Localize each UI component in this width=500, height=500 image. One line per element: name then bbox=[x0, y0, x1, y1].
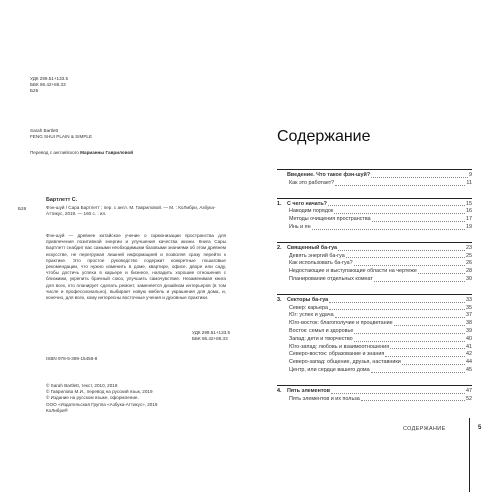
toc-item-page: 26 bbox=[466, 260, 472, 267]
udk-block bbox=[30, 76, 68, 95]
toc-item[interactable] bbox=[277, 367, 472, 375]
toc-item-page: 44 bbox=[466, 359, 472, 366]
toc-item-label: Юг: успех и удача bbox=[289, 312, 334, 319]
isbn: ISBN 978-5-389-15456-8 bbox=[46, 356, 98, 361]
section-number: 1. bbox=[277, 200, 282, 207]
toc-item-label: Недостающие и выступающие области на чертеже bbox=[289, 268, 417, 275]
translator-prefix: Перевод с английского bbox=[30, 150, 81, 155]
page-number: 5 bbox=[478, 425, 482, 431]
toc-item-label: Методы очищения пространства bbox=[289, 216, 371, 223]
toc-item-page: 9 bbox=[469, 172, 472, 178]
toc-item[interactable] bbox=[277, 208, 472, 216]
toc-item-label: Наводим порядок bbox=[289, 208, 334, 215]
udk-line-bottom: УДК 299.51+133.5 bbox=[192, 330, 231, 335]
udk-line: УДК 299.51+133.5 bbox=[30, 76, 69, 81]
toc-item-page: 45 bbox=[466, 366, 472, 373]
toc-item-page: 39 bbox=[466, 327, 472, 334]
toc-section-1 bbox=[277, 195, 472, 232]
author-mark-side: Б26 bbox=[18, 206, 27, 211]
toc-item-label: Пять элементов bbox=[287, 387, 331, 394]
toc-item-label: Юго-восток: благополучие и процветание bbox=[289, 320, 393, 327]
toc-item[interactable] bbox=[277, 344, 472, 352]
toc-item-page: 41 bbox=[466, 343, 472, 350]
copyright-line: ООО «Издательская Группа «Азбука-Аттикус», 2019 bbox=[46, 401, 158, 407]
toc-item[interactable] bbox=[277, 328, 472, 336]
toc-item-label: Введение. Что такое фэн-шуй? bbox=[287, 172, 371, 178]
toc-item-label: Планирование отдельных комнат bbox=[289, 275, 373, 282]
toc-section-4 bbox=[277, 382, 472, 404]
section-divider bbox=[277, 294, 472, 295]
original-title-block bbox=[30, 128, 92, 140]
toc-item-page: 23 bbox=[466, 244, 472, 251]
copyright-block bbox=[46, 383, 236, 414]
copyright-line: КоЛибри® bbox=[46, 407, 68, 413]
section-number: 3. bbox=[277, 296, 282, 303]
toc-item[interactable] bbox=[277, 268, 472, 276]
original-title: FENG SHUI PLAIN & SIMPLE bbox=[30, 134, 93, 140]
toc-item-page: 37 bbox=[466, 312, 472, 319]
toc-section-intro bbox=[277, 166, 472, 188]
toc-section-2 bbox=[277, 239, 472, 284]
annotation-text: Фэн-шуй — древнее китайское учение о гармонизации пространства для привлечения позитивной энергии и улучшения качества жизни. Книга Сары Бартлетт снабдит вас самыми необходимыми базовыми знаниями об этом древнем искусстве, не перегружая лишней информацией и позволяя сразу перейти к практике. Это простое руководство содержит конкретные пошаговые рекомендации, что нужно изменить в доме, квартире, офисе, дворе или саду, чтобы достичь успеха в карьере и бизнесе, наладить хорошие отношения с близкими, укрепить брачный союз, улучшить самочувствие. Незаменимая книга для всех, кто планирует сделать ремонт, заменяется дизайном интерьеров (в том числе и профессионально), выбирает новую мебель и украшения для дома, и, конечно, для всех, кому интересны восточные учения и духовные практики. bbox=[46, 233, 226, 301]
toc-item[interactable] bbox=[277, 297, 472, 305]
toc-item-label: Пять элементов и их польза bbox=[289, 395, 360, 402]
toc-item-page: 42 bbox=[466, 351, 472, 358]
table-of-contents bbox=[277, 166, 472, 403]
page-title: Содержание bbox=[277, 128, 371, 145]
toc-item[interactable] bbox=[277, 260, 472, 268]
toc-item-label: Юго-запад: любовь и взаимоотношения bbox=[289, 343, 390, 350]
toc-item-page: 30 bbox=[466, 275, 472, 282]
toc-item-label: Север: карьера bbox=[289, 304, 328, 311]
author-mark: Б26 bbox=[30, 88, 39, 94]
bibliographic-record bbox=[46, 197, 226, 218]
toc-item[interactable] bbox=[277, 172, 472, 180]
bbk-line: ББК 86.42+86.33 bbox=[30, 82, 66, 88]
toc-item-page: 33 bbox=[466, 296, 472, 303]
toc-item-page: 35 bbox=[466, 304, 472, 311]
toc-item-label: С чего начать? bbox=[287, 200, 327, 207]
toc-item-label: Восток: семья и здоровье bbox=[289, 327, 354, 334]
toc-item[interactable] bbox=[277, 336, 472, 344]
toc-item[interactable] bbox=[277, 224, 472, 232]
bbk-line-bottom: ББК 86.42+86.33 bbox=[192, 336, 228, 342]
section-number: 4. bbox=[277, 387, 282, 394]
toc-item-page: 19 bbox=[466, 223, 472, 230]
original-author: Sarah Bartlett bbox=[30, 128, 59, 133]
toc-item[interactable] bbox=[277, 201, 472, 209]
udk-block-bottom bbox=[192, 330, 230, 342]
toc-item-page: 15 bbox=[466, 200, 472, 207]
toc-item-label: Как это работает? bbox=[289, 179, 335, 186]
toc-item[interactable] bbox=[277, 388, 472, 396]
toc-item[interactable] bbox=[277, 216, 472, 224]
section-divider bbox=[277, 198, 472, 199]
toc-item-page: 11 bbox=[466, 179, 472, 186]
translator-line bbox=[30, 150, 133, 156]
toc-item[interactable] bbox=[277, 312, 472, 320]
toc-item-page: 52 bbox=[466, 395, 472, 402]
section-number: 2. bbox=[277, 244, 282, 251]
toc-item[interactable] bbox=[277, 305, 472, 313]
toc-item-label: Священный ба-гуа bbox=[287, 244, 338, 251]
toc-item-label: Девять энергий ба-гуа bbox=[289, 252, 345, 259]
toc-item-page: 40 bbox=[466, 335, 472, 342]
section-divider bbox=[277, 169, 472, 170]
toc-item-page: 47 bbox=[466, 387, 472, 394]
toc-item[interactable] bbox=[277, 351, 472, 359]
right-page bbox=[250, 0, 500, 500]
toc-item-label: Северо-восток: образование и знания bbox=[289, 351, 385, 358]
toc-item-page: 38 bbox=[466, 320, 472, 327]
copyright-line: © Издание на русском языке, оформление. bbox=[46, 395, 139, 401]
toc-item[interactable] bbox=[277, 180, 472, 188]
footer-divider bbox=[469, 418, 470, 492]
toc-item-page: 28 bbox=[466, 268, 472, 275]
toc-item-page: 16 bbox=[466, 208, 472, 215]
toc-item[interactable] bbox=[277, 320, 472, 328]
toc-item-page: 25 bbox=[466, 252, 472, 259]
toc-item-label: Северо-запад: общение, друзья, наставники bbox=[289, 359, 401, 366]
toc-item[interactable] bbox=[277, 245, 472, 253]
toc-item[interactable] bbox=[277, 396, 472, 404]
section-divider bbox=[277, 242, 472, 243]
toc-item[interactable] bbox=[277, 276, 472, 284]
toc-item-label: Инь и ян bbox=[289, 223, 311, 230]
toc-item[interactable] bbox=[277, 359, 472, 367]
toc-item[interactable] bbox=[277, 253, 472, 261]
running-footer: СОДЕРЖАНИЕ bbox=[403, 426, 446, 432]
biblio-text: Фэн-шуй / Сара Бартлетт ; пер. с англ. М. Гавриловой. — М. : КоЛибри, Азбука-Аттикус, 2019. — 160 с. : ил. bbox=[46, 205, 216, 217]
toc-item-label: Секторы ба-гуа bbox=[287, 296, 329, 303]
translator-name: Марианны Гавриловой bbox=[80, 150, 134, 155]
toc-item-page: 17 bbox=[466, 216, 472, 223]
toc-item-label: Центр, или сердце вашего дома bbox=[289, 366, 370, 373]
copyright-line: © Гаврилова М.И., перевод на русский язык, 2019 bbox=[46, 389, 153, 395]
section-divider bbox=[277, 385, 472, 386]
toc-item-label: Запад: дети и творчество bbox=[289, 335, 353, 342]
biblio-author: Бартлетт С. bbox=[46, 197, 78, 203]
copyright-line: © Sarah Bartlett, текст, 2010, 2018 bbox=[46, 383, 118, 388]
toc-item-label: Как использовать ба-гуа? bbox=[289, 260, 353, 267]
toc-section-3 bbox=[277, 291, 472, 375]
